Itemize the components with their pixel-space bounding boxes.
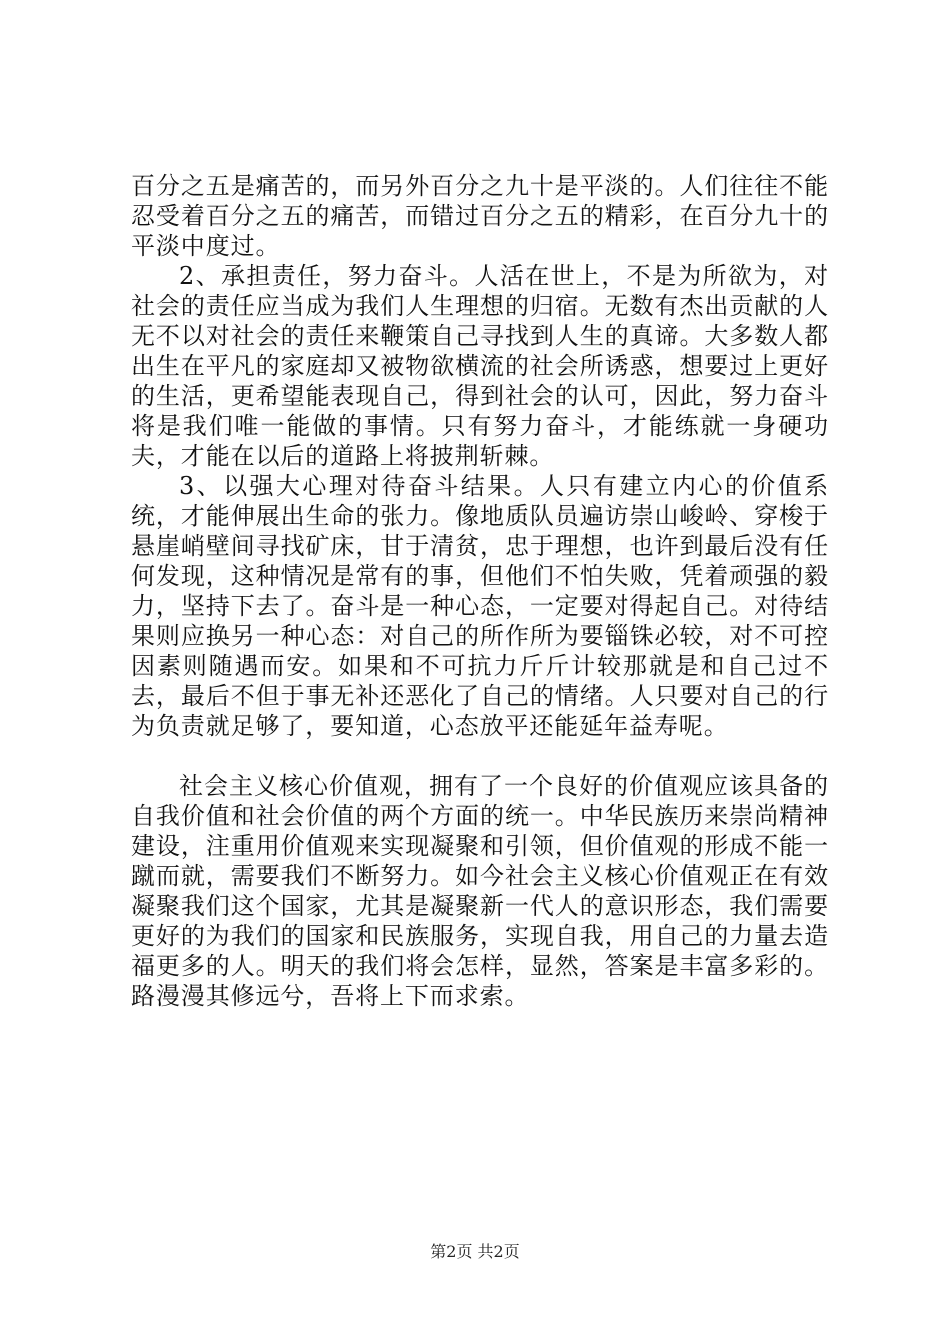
paragraph-conclusion: 社会主义核心价值观，拥有了一个良好的价值观应该具备的自我价值和社会价值的两个方面的统一。中华民族历来崇尚精神建设，注重用价值观来实现凝聚和引领，但价值观的形成不能一蹴而就，需要我们不断努力。如今社会主义核心价值观正在有效凝聚我们这个国家，尤其是凝聚新一代人的意识形态，我们需要更好的为我们的国家和民族服务，实现自我，用自己的力量去造福更多的人。明天的我们将会怎样，显然，答案是丰富多彩的。路漫漫其修远兮，吾将上下而求索。 — [131, 772, 829, 1010]
paragraph-point-2: 2、承担责任，努力奋斗。人活在世上，不是为所欲为，对社会的责任应当成为我们人生理想的归宿。无数有杰出贡献的人无不以对社会的责任来鞭策自己寻找到人生的真谛。大多数人都出生在平凡的家庭却又被物欲横流的社会所诱惑，想要过上更好的生活，更希望能表现自己，得到社会的认可，因此，努力奋斗将是我们唯一能做的事情。只有努力奋斗，才能练就一身硬功夫，才能在以后的道路上将披荆斩棘。 — [131, 262, 829, 470]
page-number-footer: 第2页 共2页 — [430, 1242, 520, 1261]
paragraph-continuation: 百分之五是痛苦的，而另外百分之九十是平淡的。人们往往不能忍受着百分之五的痛苦，而错过百分之五的精彩，在百分九十的平淡中度过。 — [131, 172, 829, 260]
document-body — [131, 171, 829, 1011]
paragraph-point-3: 3、以强大心理对待奋斗结果。人只有建立内心的价值系统，才能伸展出生命的张力。像地质队员遍访崇山峻岭、穿梭于悬崖峭壁间寻找矿床，甘于清贫，忠于理想，也许到最后没有任何发现，这种情况是常有的事，但他们不怕失败，凭着顽强的毅力，坚持下去了。奋斗是一种心态，一定要对得起自己。对待结果则应换另一种心态：对自己的所作所为要锱铢必较，对不可控因素则随遇而安。如果和不可抗力斤斤计较那就是和自己过不去，最后不但于事无补还恶化了自己的情绪。人只要对自己的行为负责就足够了，要知道，心态放平还能延年益寿呢。 — [131, 472, 829, 740]
